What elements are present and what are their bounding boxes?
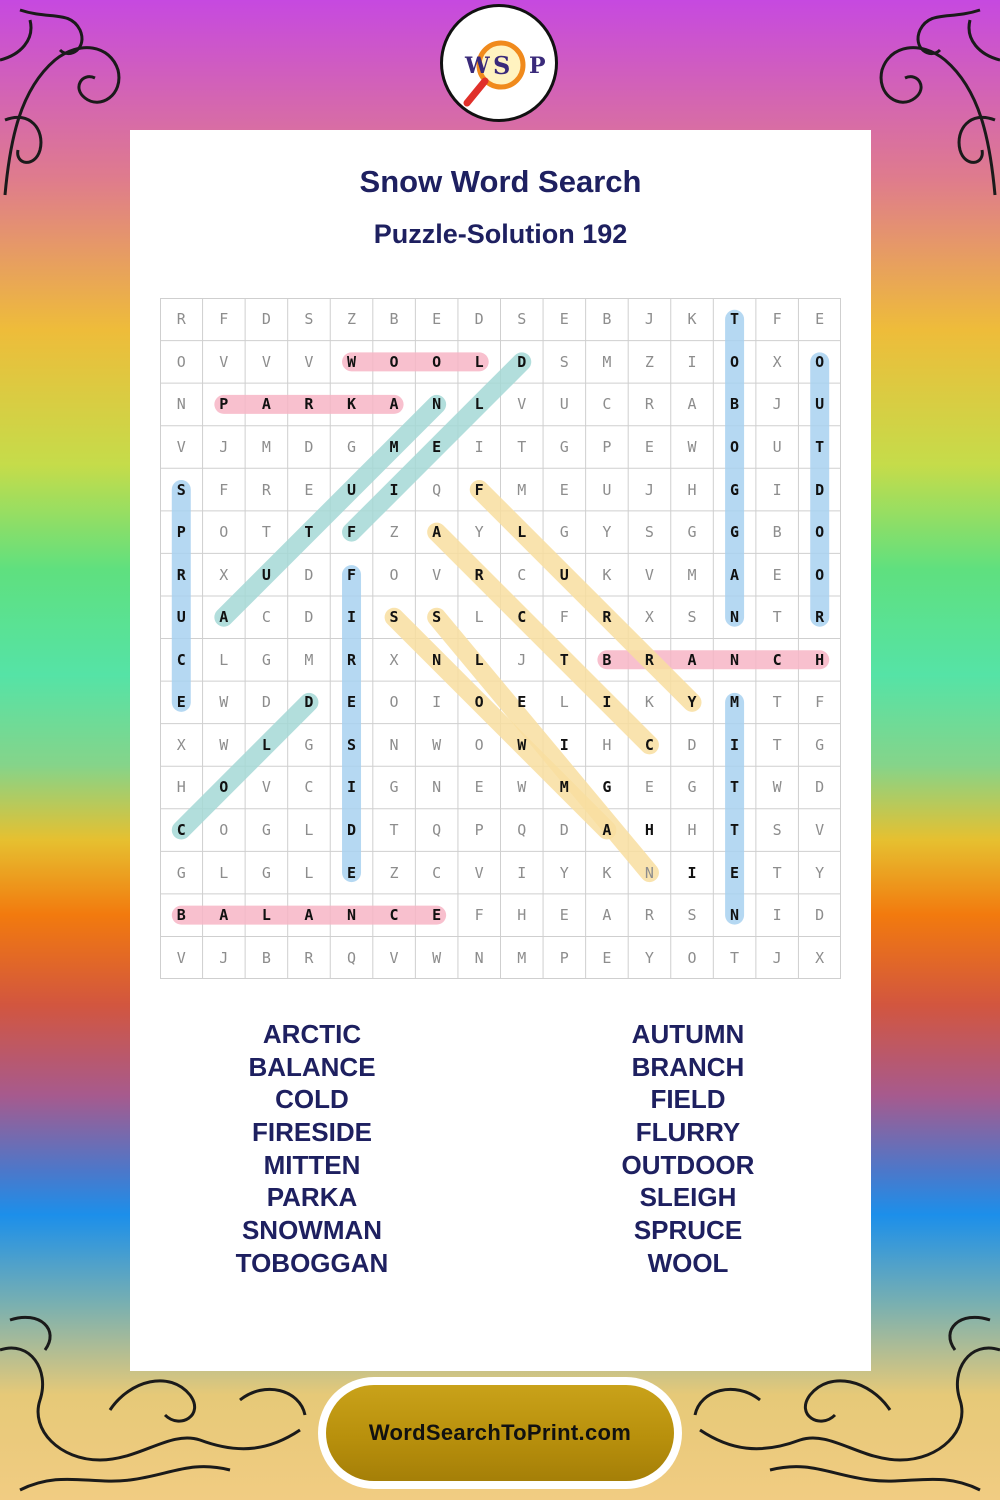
grid-cell: A	[219, 608, 229, 627]
grid-cell: L	[304, 821, 314, 839]
grid-cell: B	[602, 650, 612, 669]
wsp-logo	[440, 4, 558, 122]
grid-cell: B	[261, 948, 271, 967]
grid-cell: J	[219, 437, 229, 456]
grid-cell: F	[559, 608, 569, 627]
grid-cell: O	[389, 565, 399, 584]
grid-cell: Z	[644, 352, 654, 371]
grid-cell: H	[687, 480, 697, 499]
grid-cell: O	[474, 735, 484, 754]
grid-cell: A	[602, 821, 612, 839]
grid-cell: X	[219, 565, 229, 584]
grid-cell: G	[261, 650, 271, 669]
grid-cell: S	[687, 906, 697, 925]
grid-cell: E	[815, 310, 825, 329]
word-list-item: COLD	[275, 1084, 349, 1115]
grid-cell: Q	[517, 821, 527, 839]
grid-cell: E	[559, 310, 569, 329]
grid-cell: S	[346, 735, 357, 754]
grid-cell: L	[474, 352, 484, 371]
grid-cell: V	[176, 437, 186, 456]
grid-cell: C	[261, 608, 271, 627]
grid-cell: D	[304, 608, 314, 627]
grid-cell: T	[730, 778, 740, 797]
grid-cell: D	[261, 310, 271, 329]
grid-cell: G	[730, 480, 740, 499]
word-list-right	[538, 1018, 838, 1280]
grid-cell: W	[772, 778, 782, 797]
grid-cell: E	[730, 863, 740, 882]
grid-cell: L	[261, 735, 271, 754]
grid-cell: M	[602, 352, 612, 371]
word-list-item: AUTUMN	[631, 1019, 745, 1049]
grid-cell: C	[772, 650, 782, 669]
grid-cell: B	[772, 523, 782, 542]
grid-cell: T	[772, 693, 782, 712]
grid-cell: J	[772, 948, 782, 967]
grid-cell: C	[432, 863, 442, 882]
grid-cell: A	[219, 906, 229, 925]
grid-cell: R	[644, 650, 654, 669]
grid-cell: R	[261, 480, 271, 499]
grid-cell: N	[432, 395, 442, 414]
grid-cell: Y	[687, 693, 697, 712]
logo-letter-w: W	[465, 53, 490, 79]
grid-cell: I	[772, 480, 782, 499]
grid-cell: J	[219, 948, 229, 967]
grid-cell: E	[602, 948, 612, 967]
grid-cell: K	[602, 565, 612, 584]
grid-cell: W	[432, 948, 442, 967]
grid-cell: V	[517, 395, 527, 414]
grid-cell: N	[730, 906, 740, 925]
grid-cell: J	[644, 310, 654, 329]
grid-cell: T	[261, 523, 271, 542]
grid-cell: N	[432, 778, 442, 797]
word-list-item: SLEIGH	[639, 1182, 737, 1213]
grid-cell: N	[432, 650, 442, 669]
grid-cell: M	[730, 693, 740, 712]
grid-cell: E	[346, 863, 357, 882]
grid-cell: I	[730, 735, 740, 754]
grid-cell: I	[432, 693, 442, 712]
grid-cell: I	[346, 778, 357, 797]
grid-cell: P	[474, 821, 484, 839]
grid-cell: D	[559, 821, 569, 839]
grid-cell: W	[432, 735, 442, 754]
grid-cell: D	[346, 821, 357, 839]
grid-cell: U	[559, 565, 569, 584]
grid-cell: D	[474, 310, 484, 329]
grid-cell: M	[304, 650, 314, 669]
grid-cell: H	[517, 906, 527, 925]
grid-cell: I	[346, 608, 357, 627]
grid-cell: E	[346, 693, 357, 712]
grid-cell: Y	[474, 523, 484, 542]
grid-cell: M	[559, 778, 569, 797]
grid-cell: K	[644, 693, 654, 712]
grid-cell: V	[176, 948, 186, 967]
grid-cell: M	[389, 437, 399, 456]
grid-cell: C	[389, 906, 399, 925]
grid-cell: B	[730, 395, 740, 414]
grid-cell: D	[687, 735, 697, 754]
grid-cell: X	[815, 948, 825, 967]
grid-cell: G	[687, 778, 697, 797]
grid-cell: M	[517, 948, 527, 967]
grid-cell: S	[772, 821, 782, 839]
grid-cell: Z	[389, 523, 399, 542]
grid-cell: D	[517, 352, 527, 371]
grid-cell: I	[772, 906, 782, 925]
grid-cell: H	[815, 650, 825, 669]
grid-cell: N	[176, 395, 186, 414]
grid-cell: S	[687, 608, 697, 627]
grid-cell: O	[219, 821, 229, 839]
word-list-item: OUTDOOR	[621, 1149, 755, 1180]
grid-cell: I	[602, 693, 612, 712]
grid-cell: W	[517, 778, 527, 797]
grid-cell: E	[644, 437, 654, 456]
grid-cell: R	[815, 608, 825, 627]
grid-cell: D	[304, 693, 314, 712]
grid-cell: R	[602, 608, 612, 627]
grid-cell: C	[176, 821, 186, 839]
grid-cell: B	[602, 310, 612, 329]
word-list-item: FIELD	[650, 1084, 726, 1115]
grid-cell: E	[517, 693, 527, 712]
grid-cell: F	[346, 565, 357, 584]
word-list-item: FLURRY	[635, 1117, 741, 1148]
grid-cell: M	[687, 565, 697, 584]
grid-cell: Z	[389, 863, 399, 882]
grid-cell: F	[474, 906, 484, 925]
grid-cell: T	[304, 523, 314, 542]
grid-cell: R	[644, 395, 654, 414]
grid-cell: O	[219, 523, 229, 542]
grid-cell: G	[389, 778, 399, 797]
grid-cell: G	[602, 778, 612, 797]
grid-cell: U	[346, 480, 357, 499]
grid-cell: H	[687, 821, 697, 839]
grid-cell: E	[304, 480, 314, 499]
grid-cell: T	[772, 735, 782, 754]
website-banner	[318, 1377, 682, 1489]
grid-cell: A	[730, 565, 740, 584]
grid-cell: F	[772, 310, 782, 329]
grid-cell: N	[730, 650, 740, 669]
grid-cell: N	[644, 863, 654, 882]
grid-cell: D	[815, 778, 825, 797]
word-list-item: SPRUCE	[633, 1215, 743, 1246]
grid-cell: X	[644, 608, 654, 627]
word-list-item: MITTEN	[263, 1149, 361, 1180]
grid-cell: E	[644, 778, 654, 797]
grid-cell: E	[432, 437, 442, 456]
grid-cell: O	[389, 352, 399, 371]
grid-cell: E	[176, 693, 186, 712]
grid-cell: O	[474, 693, 484, 712]
grid-cell: U	[815, 395, 825, 414]
grid-cell: K	[602, 863, 612, 882]
word-search-grid	[160, 298, 841, 979]
word-list-item: BALANCE	[248, 1051, 376, 1082]
grid-cell: E	[559, 906, 569, 925]
grid-cell: R	[304, 395, 314, 414]
grid-cell: V	[644, 565, 654, 584]
grid-cell: B	[176, 906, 186, 925]
word-list-item: BRANCH	[631, 1051, 745, 1082]
grid-cell: S	[559, 352, 569, 371]
grid-cell: E	[432, 310, 442, 329]
grid-cell: T	[517, 437, 527, 456]
grid-cell: V	[219, 352, 229, 371]
grid-cell: M	[261, 437, 271, 456]
grid-cell: W	[346, 352, 357, 371]
grid-cell: F	[346, 523, 357, 542]
grid-cell: C	[517, 608, 527, 627]
grid-cell: Y	[644, 948, 654, 967]
grid-cell: H	[602, 735, 612, 754]
grid-cell: G	[559, 523, 569, 542]
grid-cell: C	[644, 735, 654, 754]
grid-cell: A	[304, 906, 314, 925]
grid-cell: T	[772, 608, 782, 627]
grid-cell: O	[730, 352, 740, 371]
grid-cell: M	[517, 480, 527, 499]
grid-cell: X	[389, 650, 399, 669]
grid-cell: P	[219, 395, 229, 414]
grid-cell: L	[219, 863, 229, 882]
grid-cell: U	[602, 480, 612, 499]
grid-cell: K	[346, 395, 357, 414]
grid-cell: L	[474, 650, 484, 669]
grid-cell: G	[730, 523, 740, 542]
grid-cell: W	[687, 437, 697, 456]
grid-cell: A	[432, 523, 442, 542]
grid-cell: X	[772, 352, 782, 371]
word-list-item: SNOWMAN	[241, 1215, 383, 1246]
grid-cell: P	[176, 523, 186, 542]
grid-cell: V	[261, 778, 271, 797]
grid-cell: S	[432, 608, 442, 627]
grid-cell: E	[559, 480, 569, 499]
word-list-left	[162, 1018, 462, 1280]
grid-cell: W	[219, 735, 229, 754]
corner-ornament-top-left	[0, 0, 130, 200]
grid-cell: A	[687, 650, 697, 669]
grid-cell: S	[304, 310, 314, 329]
grid-cell: P	[559, 948, 569, 967]
grid-cell: F	[219, 480, 229, 499]
word-list-item: FIRESIDE	[252, 1117, 372, 1148]
grid-cell: B	[389, 310, 399, 329]
grid-cell: L	[474, 395, 484, 414]
grid-cell: K	[687, 310, 697, 329]
grid-cell: I	[559, 735, 569, 754]
grid-cell: C	[602, 395, 612, 414]
grid-cell: C	[517, 565, 527, 584]
grid-cell: I	[687, 352, 697, 371]
grid-cell: G	[559, 437, 569, 456]
grid-cell: N	[346, 906, 357, 925]
grid-cell: Y	[815, 863, 825, 882]
grid-cell: R	[304, 948, 314, 967]
grid-cell: F	[474, 480, 484, 499]
grid-cell: E	[432, 906, 442, 925]
grid-cell: R	[176, 565, 186, 584]
grid-cell: U	[772, 437, 782, 456]
grid-cell: G	[261, 863, 271, 882]
grid-cell: I	[474, 437, 484, 456]
grid-cell: T	[389, 821, 399, 839]
grid-cell: G	[346, 437, 357, 456]
grid-cell: T	[772, 863, 782, 882]
grid-cell: D	[815, 906, 825, 925]
grid-cell: S	[176, 480, 186, 499]
logo-letter-p: P	[529, 53, 546, 79]
grid-cell: G	[261, 821, 271, 839]
grid-cell: G	[176, 863, 186, 882]
grid-cell: T	[559, 650, 569, 669]
grid-cell: A	[261, 395, 271, 414]
grid-cell: S	[517, 310, 527, 329]
grid-cell: V	[389, 948, 399, 967]
grid-cell: E	[474, 778, 484, 797]
grid-cell: X	[176, 735, 186, 754]
grid-cell: L	[517, 523, 527, 542]
grid-cell: J	[772, 395, 782, 414]
grid-cell: R	[346, 650, 357, 669]
grid-cell: G	[304, 735, 314, 754]
puzzle-title: Snow Word Search	[359, 164, 642, 199]
grid-cell: T	[815, 437, 825, 456]
grid-cell: C	[176, 650, 186, 669]
grid-cell: Q	[432, 821, 442, 839]
grid-cell: W	[219, 693, 229, 712]
grid-cell: D	[304, 565, 314, 584]
grid-cell: J	[517, 650, 527, 669]
grid-cell: I	[687, 863, 697, 882]
grid-cell: T	[730, 821, 740, 839]
grid-cell: E	[772, 565, 782, 584]
grid-cell: A	[602, 906, 612, 925]
grid-cell: O	[176, 352, 186, 371]
grid-cell: O	[815, 565, 825, 584]
grid-cell: N	[730, 608, 740, 627]
logo-letter-s: S	[493, 51, 511, 80]
grid-cell: O	[815, 352, 825, 371]
grid-cell: S	[644, 523, 654, 542]
grid-cell: D	[815, 480, 825, 499]
grid-cell: P	[602, 437, 612, 456]
grid-cell: S	[389, 608, 399, 627]
word-list-item: WOOL	[647, 1247, 729, 1278]
grid-cell: U	[176, 608, 186, 627]
grid-cell: W	[517, 735, 527, 754]
corner-ornament-top-right	[870, 0, 1000, 200]
grid-cell: H	[644, 821, 654, 839]
grid-cell: I	[517, 863, 527, 882]
puzzle-subtitle: Puzzle-Solution 192	[373, 219, 628, 249]
grid-cell: V	[304, 352, 314, 371]
grid-cell: T	[730, 948, 740, 967]
grid-cell: L	[474, 608, 484, 627]
grid-cell: U	[261, 565, 271, 584]
grid-cell: R	[474, 565, 484, 584]
grid-cell: O	[389, 693, 399, 712]
grid-cell: O	[730, 437, 740, 456]
grid-cell: D	[304, 437, 314, 456]
grid-cell: U	[559, 395, 569, 414]
grid-cell: L	[261, 906, 271, 925]
grid-cell: O	[219, 778, 229, 797]
grid-cell: T	[730, 310, 740, 329]
grid-cell: Q	[432, 480, 442, 499]
grid-cell: V	[261, 352, 271, 371]
grid-cell: O	[815, 523, 825, 542]
grid-cell: H	[176, 778, 186, 797]
grid-cell: V	[474, 863, 484, 882]
grid-cell: R	[644, 906, 654, 925]
word-list-item: TOBOGGAN	[235, 1247, 389, 1278]
grid-cell: V	[815, 821, 825, 839]
grid-cell: Q	[346, 948, 357, 967]
word-list-item: PARKA	[266, 1182, 358, 1213]
grid-cell: L	[304, 863, 314, 882]
grid-cell: J	[644, 480, 654, 499]
grid-cell: Y	[602, 523, 612, 542]
grid-cell: R	[176, 310, 186, 329]
grid-cell: Z	[346, 310, 357, 329]
grid-cell: A	[389, 395, 399, 414]
grid-cell: F	[815, 693, 825, 712]
grid-cell: N	[389, 735, 399, 754]
grid-cell: O	[432, 352, 442, 371]
grid-cell: F	[219, 310, 229, 329]
grid-cell: G	[815, 735, 825, 754]
grid-cell: D	[261, 693, 271, 712]
website-text: WordSearchToPrint.com	[368, 1420, 632, 1445]
grid-cell: G	[687, 523, 697, 542]
grid-cell: C	[304, 778, 314, 797]
grid-cell: O	[687, 948, 697, 967]
grid-cell: N	[474, 948, 484, 967]
grid-cell: A	[687, 395, 697, 414]
grid-cell: I	[389, 480, 399, 499]
grid-cell: Y	[559, 863, 569, 882]
grid-cell: L	[219, 650, 229, 669]
grid-cell: L	[559, 693, 569, 712]
word-list-item: ARCTIC	[262, 1019, 362, 1049]
grid-cell: V	[432, 565, 442, 584]
